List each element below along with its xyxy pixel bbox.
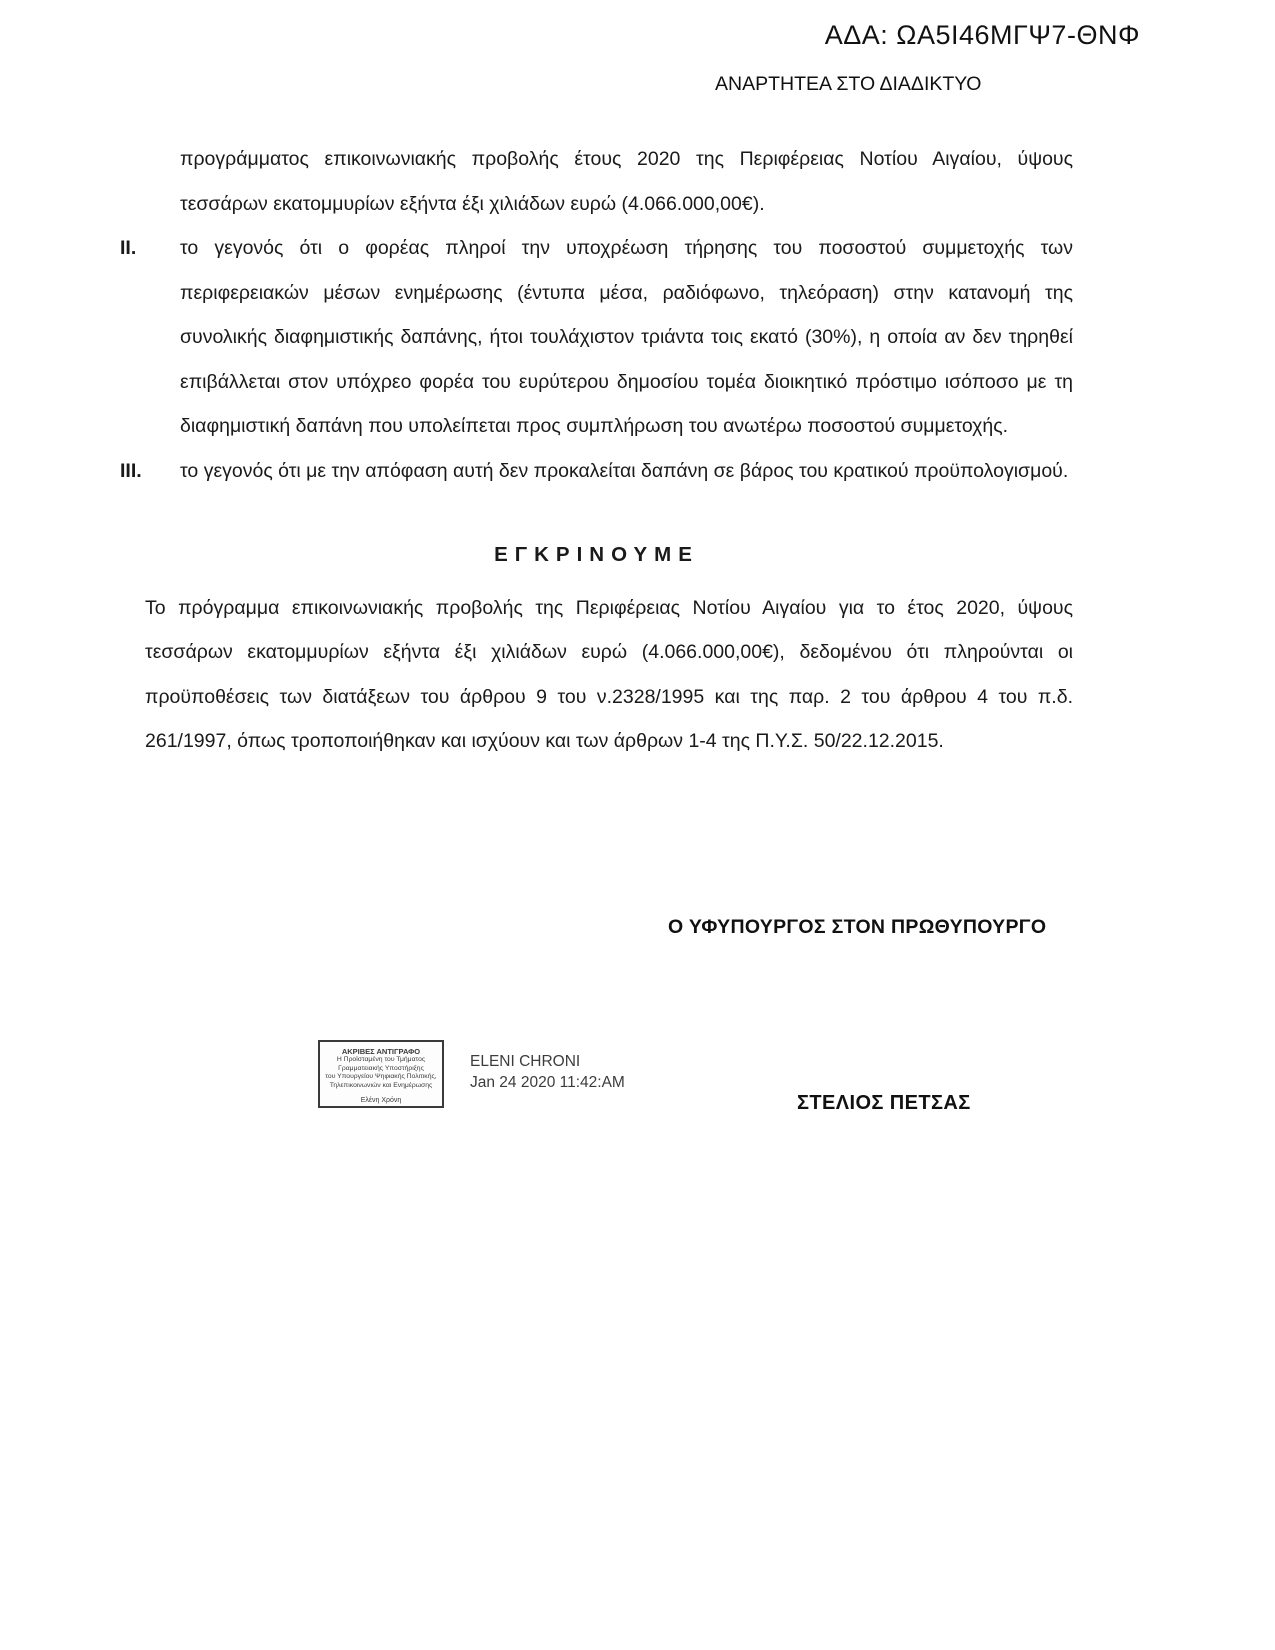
list-marker: III. bbox=[120, 459, 142, 482]
document-body bbox=[120, 137, 1073, 764]
list-marker: II. bbox=[120, 237, 137, 259]
digital-signature-timestamp: Jan 24 2020 11:42:AM bbox=[470, 1074, 625, 1091]
stamp-line: του Υπουργείου Ψηφιακής Πολιτικής, bbox=[325, 1073, 437, 1081]
list-item-text: το γεγονός ότι με την απόφαση αυτή δεν προκαλείται δαπάνη σε βάρος του κρατικού προϋπολογισμού. bbox=[180, 459, 1069, 482]
approval-paragraph: Το πρόγραμμα επικοινωνιακής προβολής της Περιφέρειας Νοτίου Αιγαίου για το έτος 2020, ύψους τεσσάρων εκατομμυρίων εξήντα έξι χιλιάδων ευρώ (4.066.000,00€), δεδομένου ότι πληρούνται οι προϋποθέσεις των διατάξεων του άρθρου 9 του ν.2328/1995 και της παρ. 2 του άρθρου 4 του π.δ. 261/1997, όπως τροποποιήθηκαν και ισχύουν και των άρθρων 1-4 της Π.Υ.Σ. 50/22.12.2015. bbox=[145, 596, 1073, 752]
signer-title: Ο ΥΦΥΠΟΥΡΓΟΣ ΣΤΟΝ ΠΡΩΘΥΠΟΥΡΓΟ bbox=[668, 916, 1047, 938]
publish-notice: ΑΝΑΡΤΗΤΕΑ ΣΤΟ ΔΙΑΔΙΚΤΥΟ bbox=[715, 73, 982, 95]
stamp-signer-name: Ελένη Χρόνη bbox=[360, 1097, 402, 1105]
paragraph-continuation: προγράμματος επικοινωνιακής προβολής έτους 2020 της Περιφέρειας Νοτίου Αιγαίου, ύψους τεσσάρων εκατομμυρίων εξήντα έξι χιλιάδων ευρώ (4.066.000,00€). bbox=[180, 148, 1073, 215]
stamp-line: Τηλεπικοινωνιών και Ενημέρωσης bbox=[329, 1081, 433, 1089]
stamp-title: ΑΚΡΙΒΕΣ ΑΝΤΙΓΡΑΦΟ bbox=[341, 1047, 421, 1056]
stamp-line: Η Προϊσταμένη του Τμήματος bbox=[336, 1056, 426, 1063]
list-item-text: το γεγονός ότι ο φορέας πληροί την υποχρέωση τήρησης του ποσοστού συμμετοχής των περιφερειακών μέσων ενημέρωσης (έντυπα μέσα, ραδιόφωνο, τηλεόραση) στην κατανομή της συνολικής διαφημιστικής δαπάνης, ήτοι τουλάχιστον τριάντα τοις εκατό (30%), η οποία αν δεν τηρηθεί επιβάλλεται στον υπόχρεο φορέα του ευρύτερου δημοσίου τομέα διοικητικό πρόστιμο ισόποσο με τη διαφημιστική δαπάνη που υπολείπεται προς συμπλήρωση του ανωτέρω ποσοστού συμμετοχής. bbox=[180, 237, 1073, 437]
list-item bbox=[120, 226, 1073, 449]
approval-heading: ΕΓΚΡΙΝΟΥΜΕ bbox=[494, 543, 699, 566]
signer-name: ΣΤΕΛΙΟΣ ΠΕΤΣΑΣ bbox=[797, 1092, 971, 1114]
ada-number: ΑΔΑ: ΩΑ5Ι46ΜΓΨ7-ΘΝΦ bbox=[824, 20, 1140, 50]
list-item bbox=[120, 449, 1073, 494]
digital-signature bbox=[470, 1051, 625, 1093]
digital-signature-name: ELENI CHRONI bbox=[470, 1053, 581, 1070]
stamp-line: Γραμματειακής Υποστήριξης bbox=[338, 1064, 424, 1072]
certification-stamp bbox=[318, 1040, 444, 1108]
